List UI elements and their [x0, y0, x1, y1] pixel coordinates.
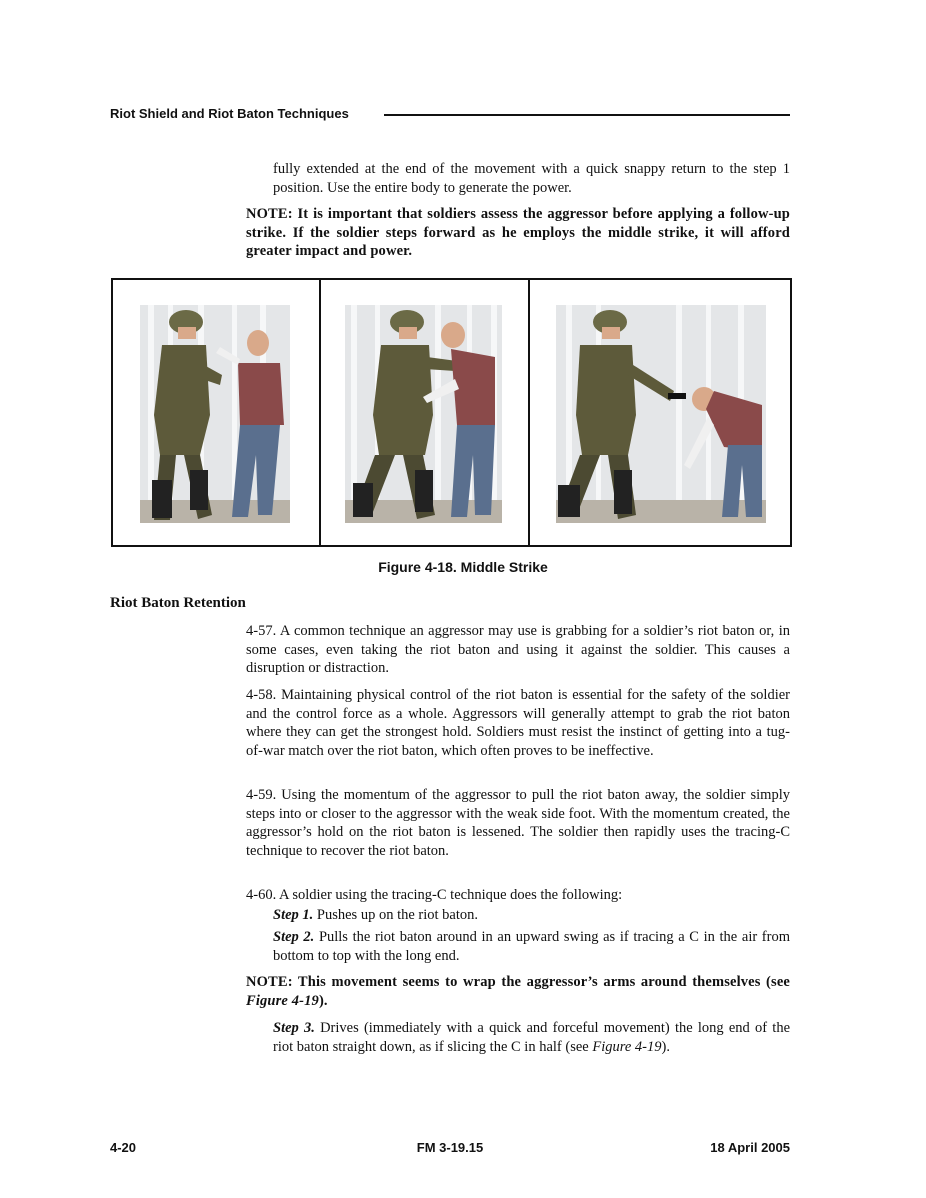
footer-document-id: FM 3-19.15 [416, 1140, 484, 1155]
paragraph-4-60: 4-60. A soldier using the tracing-C technique does the following: [246, 887, 623, 903]
step-1 [273, 906, 790, 925]
step-3-text-b: ). [661, 1038, 670, 1055]
running-header-title: Riot Shield and Riot Baton Techniques [110, 106, 349, 121]
photo-step-3 [556, 305, 766, 523]
step-3 [273, 1019, 790, 1056]
note-2-text-a: NOTE: This movement seems to wrap the aggressor’s arms around themselves (see [246, 974, 790, 990]
note-2-text-b: ). [318, 992, 328, 1009]
step-3-text-a: Drives (immediately with a quick and forceful movement) the long end of the riot baton straight down, as if slicing the C in half (see [273, 1020, 791, 1055]
step-1-text: Pushes up on the riot baton. [316, 907, 479, 923]
continued-paragraph: fully extended at the end of the movement with a quick snappy return to the step 1 position. Use the entire body to generate the power. [273, 161, 790, 196]
step-2-text: Pulls the riot baton around in an upward swing as if tracing a C in the air from bottom to top with the long end. [273, 929, 790, 964]
figure-panel-1 [113, 280, 319, 545]
note-2-figure-ref[interactable]: Figure 4-19 [246, 992, 319, 1009]
photo-step-2 [345, 305, 502, 523]
figure-caption: Figure 4-18. Middle Strike [378, 559, 548, 575]
header-rule [384, 114, 790, 116]
footer-page-number: 4-20 [110, 1140, 137, 1155]
paragraph-4-57: 4-57. A common technique an aggressor may use is grabbing for a soldier’s riot baton or, in some cases, even taking the riot baton and using it against the soldier. This causes a disruption or distraction. [246, 623, 790, 677]
paragraph-4-58: 4-58. Maintaining physical control of the riot baton is essential for the safety of the soldier and the control force as a whole. Aggressors will generally attempt to grab the riot baton where they can get the strongest hold. Soldiers must resist the instinct of getting into a tug-of-war match over the riot baton, which often proves to be ineffective. [246, 687, 790, 759]
footer-date: 18 April 2005 [710, 1140, 790, 1155]
section-heading: Riot Baton Retention [110, 595, 246, 611]
step-2-label: Step 2. [273, 929, 315, 945]
note-assess-aggressor: NOTE: It is important that soldiers assess the aggressor before applying a follow-up strike. If the soldier steps forward as he employs the middle strike, it will afford greater impact and power. [246, 206, 790, 260]
figure-panel-3 [530, 280, 790, 545]
step-2 [273, 928, 790, 965]
step-3-label: Step 3. [273, 1020, 315, 1036]
figure-panel-2 [321, 280, 528, 545]
paragraph-4-59: 4-59. Using the momentum of the aggressor to pull the riot baton away, the soldier simply steps into or closer to the aggressor with the weak side foot. With the momentum created, the aggressor’s hold on the riot baton is lessened. The soldier then rapidly uses the tracing-C technique to recover the riot baton. [246, 787, 790, 859]
figure-4-18-frame [111, 278, 792, 547]
photo-step-1 [140, 305, 290, 523]
step-1-label: Step 1. [273, 907, 314, 923]
step-3-figure-ref[interactable]: Figure 4-19 [592, 1038, 662, 1055]
note-wrap-arms [246, 973, 790, 1010]
